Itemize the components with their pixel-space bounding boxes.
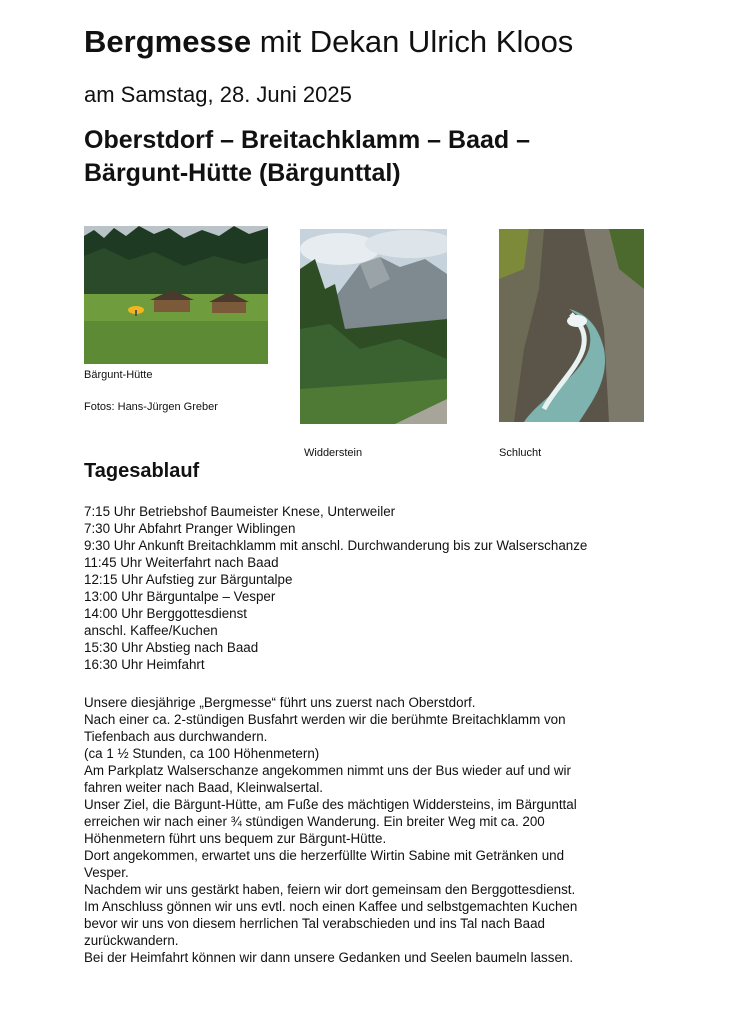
schedule-item: 12:15 Uhr Aufstieg zur Bärguntalpe (84, 572, 293, 587)
schlucht-image (499, 229, 644, 422)
description-line: Vesper. (84, 865, 129, 880)
schedule-list (84, 503, 587, 673)
schedule-item: 9:30 Uhr Ankunft Breitachklamm mit anschl. Durchwanderung bis zur Walserschanze (84, 538, 588, 553)
huette-image (84, 226, 268, 364)
widderstein-photo (300, 229, 447, 424)
description-line: erreichen wir nach einer ¾ stündigen Wanderung. Ein breiter Weg mit ca. 200 (84, 814, 545, 829)
widderstein-image (300, 229, 447, 424)
schedule-item: anschl. Kaffee/Kuchen (84, 623, 218, 638)
description-line: Dort angekommen, erwartet uns die herzerfüllte Wirtin Sabine mit Getränken und (84, 848, 565, 863)
description-line: Im Anschluss gönnen wir uns evtl. noch einen Kaffee und selbstgemachten Kuchen (84, 899, 578, 914)
schedule-item: 13:00 Uhr Bärguntalpe – Vesper (84, 589, 276, 604)
description-line: fahren weiter nach Baad, Kleinwalsertal. (84, 780, 323, 795)
route-line-2: Bärgunt-Hütte (Bärgunttal) (84, 159, 401, 187)
schedule-item: 15:30 Uhr Abstieg nach Baad (84, 640, 259, 655)
description-line: Am Parkplatz Walserschanze angekommen nimmt uns der Bus wieder auf und wir (84, 763, 571, 778)
route-heading (84, 124, 684, 190)
schedule-heading: Tagesablauf (84, 460, 200, 482)
schedule-item: 7:30 Uhr Abfahrt Pranger Wiblingen (84, 521, 296, 536)
schedule-item: 16:30 Uhr Heimfahrt (84, 657, 205, 672)
title-rest: mit Dekan Ulrich Kloos (251, 24, 574, 59)
description-line: Bei der Heimfahrt können wir dann unsere Gedanken und Seelen baumeln lassen. (84, 950, 574, 965)
description-line: bevor wir uns von diesem herrlichen Tal verabschieden und ins Tal nach Baad (84, 916, 546, 931)
photo-credits: Fotos: Hans-Jürgen Greber (84, 401, 218, 413)
title-bold: Bergmesse (84, 24, 252, 59)
description-line: Nach einer ca. 2-stündigen Busfahrt werden wir die berühmte Breitachklamm von (84, 712, 566, 727)
description-line: Unser Ziel, die Bärgunt-Hütte, am Fuße des mächtigen Widdersteins, im Bärgunttal (84, 797, 577, 812)
huette-photo (84, 226, 268, 364)
event-date: am Samstag, 28. Juni 2025 (84, 82, 352, 107)
description-line: Unsere diesjährige „Bergmesse“ führt uns zuerst nach Oberstdorf. (84, 695, 476, 710)
description-line: Nachdem wir uns gestärkt haben, feiern wir dort gemeinsam den Berggottesdienst. (84, 882, 576, 897)
schedule-item: 7:15 Uhr Betriebshof Baumeister Knese, Unterweiler (84, 504, 396, 519)
description-line: Tiefenbach aus durchwandern. (84, 729, 268, 744)
page-title (84, 22, 573, 62)
widderstein-caption: Widderstein (304, 447, 363, 459)
schlucht-photo (499, 229, 644, 422)
description-line: zurückwandern. (84, 933, 179, 948)
description (84, 694, 664, 966)
schedule-item: 11:45 Uhr Weiterfahrt nach Baad (84, 555, 279, 570)
schlucht-caption: Schlucht (499, 447, 542, 459)
schedule-item: 14:00 Uhr Berggottesdienst (84, 606, 248, 621)
route-line-1: Oberstdorf – Breitachklamm – Baad – (84, 126, 530, 154)
description-line: Höhenmetern führt uns bequem zur Bärgunt-Hütte. (84, 831, 387, 846)
huette-caption: Bärgunt-Hütte (84, 369, 153, 381)
description-line: (ca 1 ½ Stunden, ca 100 Höhenmetern) (84, 746, 320, 761)
